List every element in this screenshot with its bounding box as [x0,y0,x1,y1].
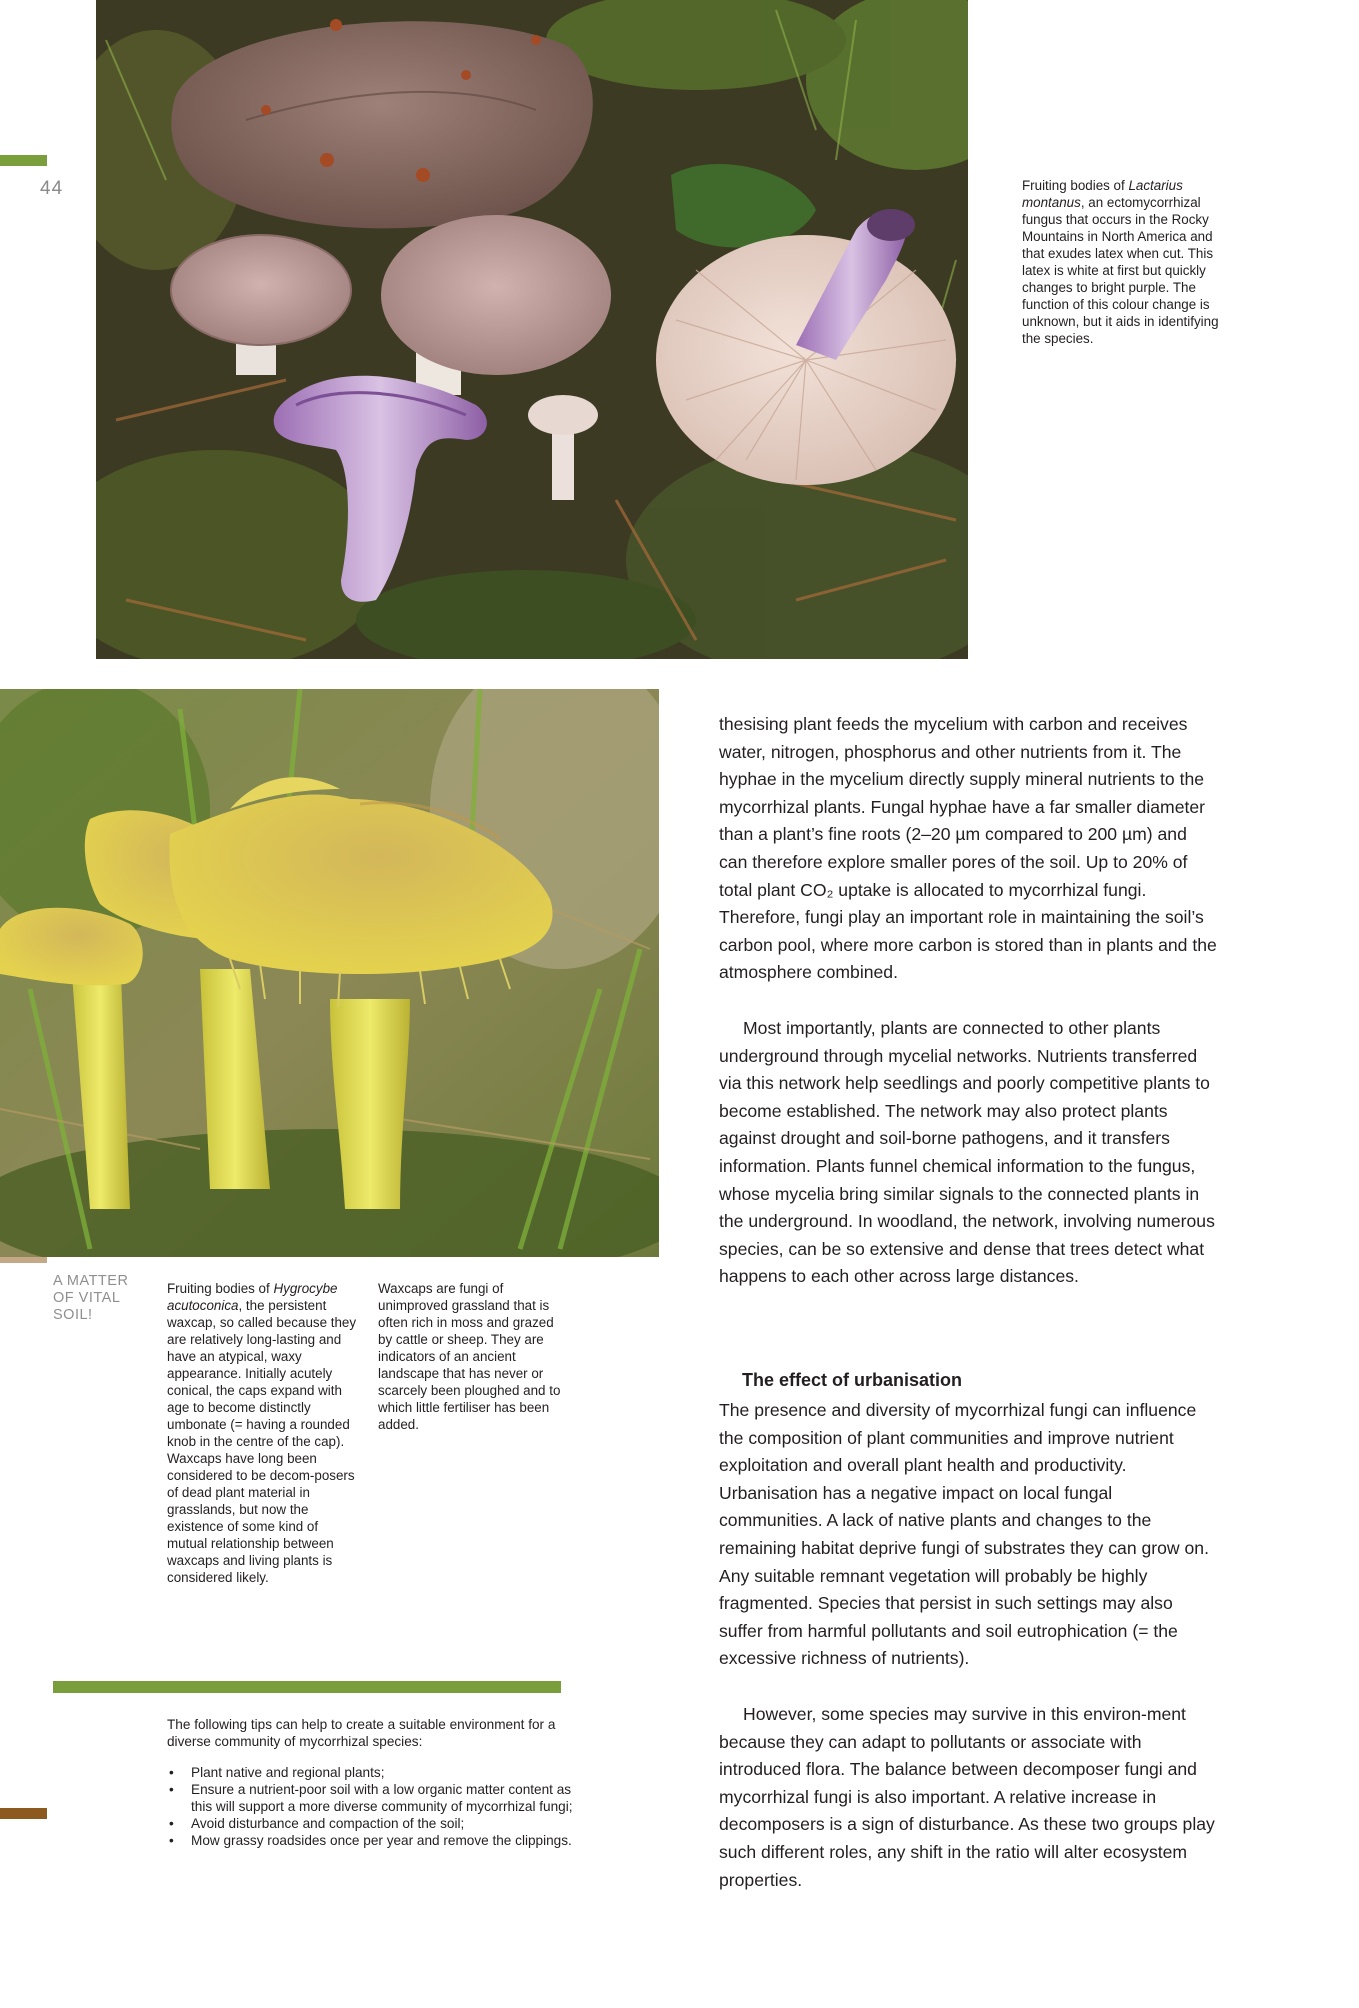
caption-waxcap-left: Fruiting bodies of Hygrocybe acutoconica, the persistent waxcap, so called because they are relatively long-lasting and have an atypical, waxy appearance. Initially acutely conical, the caps expand with age to become distinctly umbonate (= having a rounded knob in the centre of the cap). Waxcaps have long been considered to be decom-posers of dead plant material in grasslands, but now the existence of some kind of mutual relationship between waxcaps and living plants is considered likely. [167,1281,357,1585]
caption-waxcap-right: Waxcaps are fungi of unimproved grassland that is often rich in moss and grazed by cattle or sheep. They are indicators of an ancient landscape that has never or scarcely been ploughed and to which little fertiliser has been added. [378,1281,561,1432]
page-number: 44 [40,178,64,199]
section-tag: A MATTER OF VITAL SOIL! [53,1273,129,1323]
accent-bar-brown [0,1808,47,1819]
accent-bar-green [0,155,47,166]
section-subheading: The effect of urbanisation [742,1370,963,1390]
bullet-icon: • [169,1782,174,1797]
bullet-icon: • [169,1833,174,1848]
bullet-icon: • [169,1765,174,1780]
body-paragraph: Most importantly, plants are connected to other plants underground through mycelial networks. Nutrients transferred via this network help seedlings and poorly competitive plants to become established. The network may also protect plants against drought and soil-borne pathogens, and it transfers information. Plants funnel chemical information to the fungus, whose mycelia bring similar signals to the connected plants in the underground. In woodland, the network, involving numerous species, can be so extensive and dense that trees detect what happens to each other across large distances. [719,1018,1215,1287]
caption-top-photo: Fruiting bodies of Lactarius montanus, an ectomycorrhizal fungus that occurs in the Rocky Mountains in North America and that exudes latex when cut. This latex is white at first but quickly changes to bright purple. The function of this colour change is unknown, but it aids in identifying the species. [1022,178,1219,346]
tips-accent-bar [53,1681,561,1693]
body-paragraph: The presence and diversity of mycorrhizal fungi can influence the composition of plant communities and improve nutrient exploitation and overall plant health and productivity. Urbanisation has a negative impact on local fungal communities. A lack of native plants and changes to the remaining habitat deprive fungi of substrates they can grow on. Any suitable remnant vegetation will probably be highly fragmented. Species that persist in such settings may also suffer from harmful pollutants and soil eutrophication (= the excessive richness of nutrients). [719,1400,1209,1669]
bullet-icon: • [169,1816,174,1831]
body-paragraph: However, some species may survive in this environ-ment because they can adapt to pollutants or associate with introduced flora. The balance between decomposer fungi and mycorrhizal fungi is also important. A relative increase in decomposers is a sign of disturbance. As these two groups play such different roles, any shift in the ratio will alter ecosystem properties. [719,1704,1215,1890]
tips-list-item: • Plant native and regional plants; [169,1765,385,1780]
tips-list-item: • Avoid disturbance and compaction of the soil; [169,1816,465,1831]
lactarius-mushrooms-photo [96,0,968,659]
tips-list-item: • Mow grassy roadsides once per year and remove the clippings. [169,1833,572,1848]
tips-list-item: • Ensure a nutrient-poor soil with a low organic matter content as this will support a more diverse community of mycorrhizal fungi; [169,1782,573,1814]
waxcap-mushrooms-photo [0,689,659,1257]
body-paragraph: thesising plant feeds the mycelium with carbon and receives water, nitrogen, phosphorus and other nutrients from it. The hyphae in the mycelium directly supply mineral nutrients to the mycorrhizal plants. Fungal hyphae have a far smaller diameter than a plant’s fine roots (2–20 µm compared to 200 µm) and can therefore explore smaller pores of the soil. Up to 20% of total plant CO₂ uptake is allocated to mycorrhizal fungi. Therefore, fungi play an important role in maintaining the soil’s carbon pool, where more carbon is stored than in plants and the atmosphere combined. [719,714,1217,983]
tips-intro: The following tips can help to create a suitable environment for a diverse community of mycorrhizal species: [167,1717,556,1749]
tips-list [167,1764,577,1849]
